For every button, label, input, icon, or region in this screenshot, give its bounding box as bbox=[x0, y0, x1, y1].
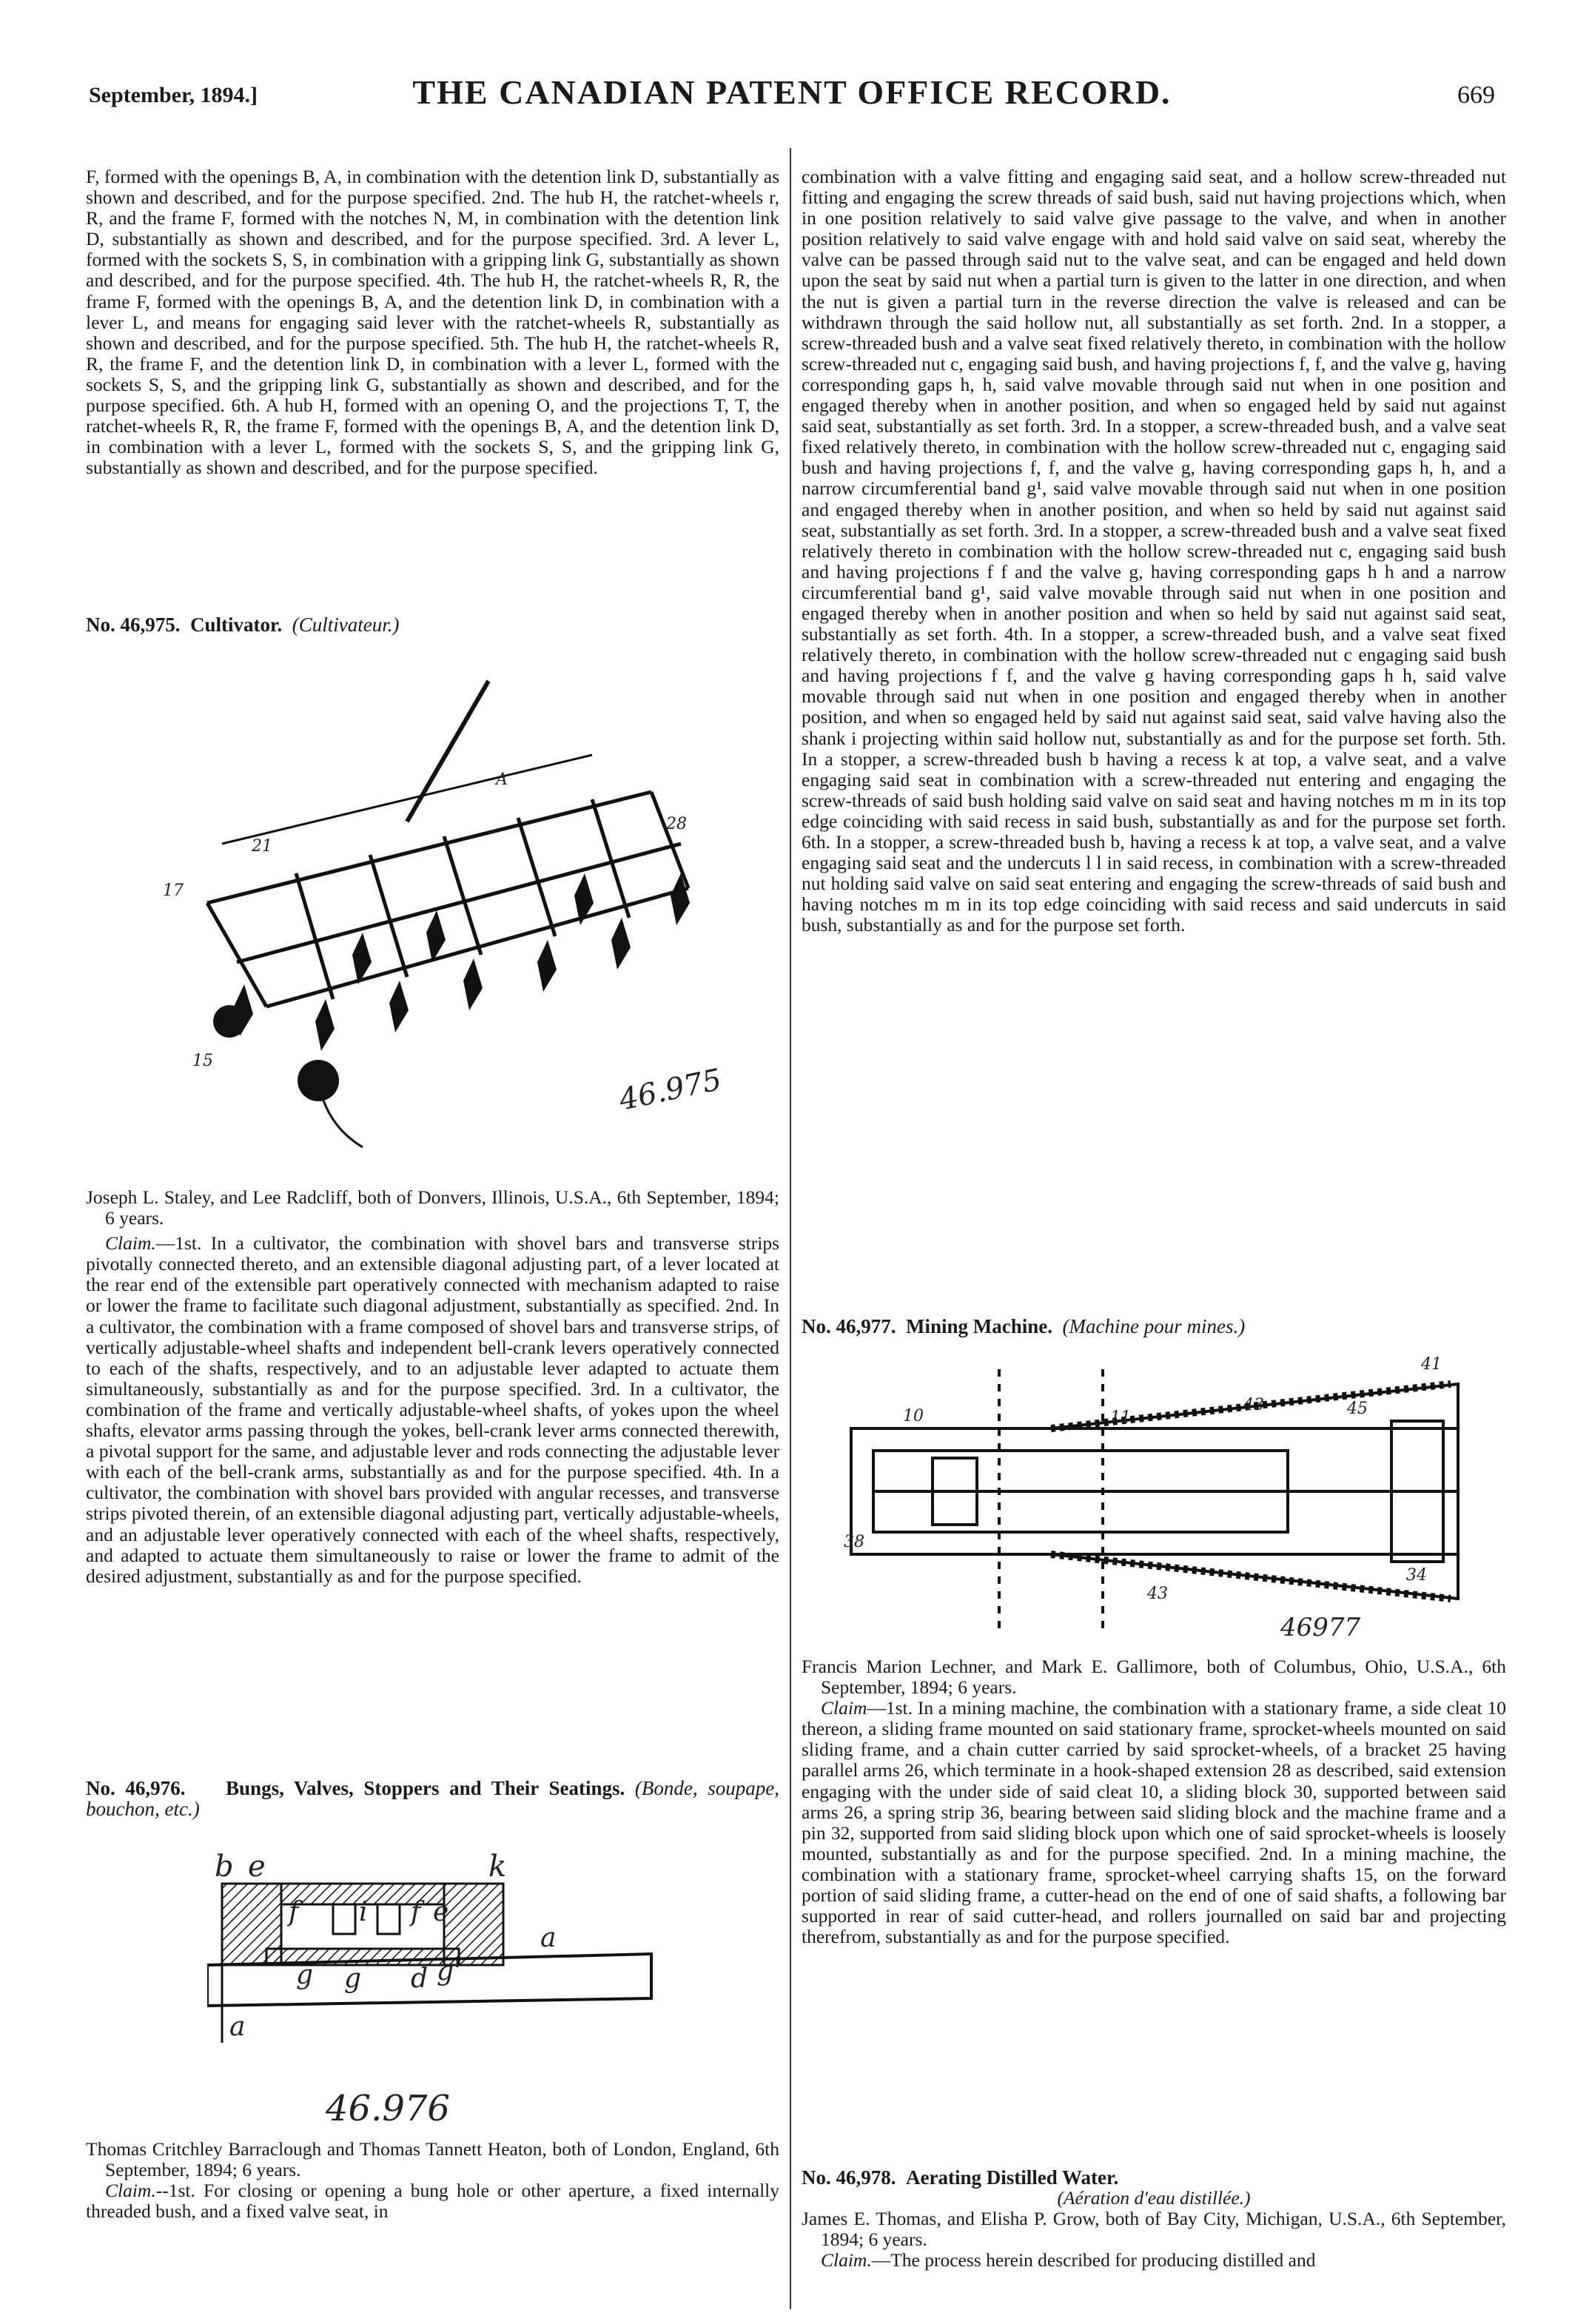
patent-french-title: (Cultivateur.) bbox=[292, 614, 400, 636]
patent-46976-body bbox=[86, 2139, 779, 2222]
patent-inventors: Thomas Critchley Barraclough and Thomas Tannett Heaton, both of London, England, 6th September, 1894; 6 years. bbox=[86, 2138, 779, 2181]
figure-label: g bbox=[344, 1964, 362, 1994]
patent-title: Aerating Distilled Water. bbox=[906, 2166, 1119, 2189]
patent-46975-body bbox=[86, 1187, 779, 1587]
mining-machine-figure bbox=[829, 1354, 1495, 1650]
figure-label: b bbox=[215, 1850, 234, 1884]
patent-46976-heading bbox=[86, 1778, 779, 1819]
journal-title: THE CANADIAN PATENT OFFICE RECORD. bbox=[412, 73, 1172, 111]
figure-label: 11 bbox=[1110, 1408, 1131, 1427]
figure-label: 34 bbox=[1406, 1566, 1427, 1585]
figure-number: 46977 bbox=[1280, 1613, 1361, 1642]
patent-french-title: (Machine pour mines.) bbox=[1062, 1315, 1246, 1337]
figure-label: 10 bbox=[903, 1407, 924, 1425]
patent-inventors: Joseph L. Staley, and Lee Radcliff, both of Donvers, Illinois, U.S.A., 6th September, 1894; 6 years. bbox=[86, 1186, 779, 1229]
figure-label: d bbox=[411, 1964, 429, 1994]
figure-label: f bbox=[411, 1897, 421, 1927]
patent-inventors: James E. Thomas, and Elisha P. Grow, both of Bay City, Michigan, U.S.A., 6th September, 1894; 6 years. bbox=[802, 2208, 1506, 2251]
left-intro-text bbox=[86, 167, 779, 478]
page-number: 669 bbox=[1457, 81, 1495, 109]
patent-title: Bungs, Valves, Stoppers and Their Seatings. bbox=[226, 1777, 625, 1799]
figure-label: 28 bbox=[666, 815, 687, 833]
patent-french-title: (Aération d'eau distillée.) bbox=[1057, 2187, 1251, 2209]
patent-number: No. 46,975. bbox=[86, 614, 181, 636]
patent-inventors: Francis Marion Lechner, and Mark E. Gallimore, both of Columbus, Ohio, U.S.A., 6th September, 1894; 6 years. bbox=[802, 1656, 1506, 1699]
figure-label: 43 bbox=[1147, 1585, 1168, 1603]
claim-text: —1st. In a mining machine, the combination with a stationary frame, a side cleat 10 thereon, a sliding frame mounted on said stationary frame, sprocket-wheels mounted on said sliding frame, and a chain cutter carried by said sprocket-wheels, of a bracket 25 having parallel arms 26, which terminate in a hook-shaped extension 28 as described, said extension engaging with the under side of said cleat 10, a sliding block 30, supported between said arms 26, a spring strip 36, bearing between said sliding block and the machine frame and a pin 32, supported from said sliding block upon which one of said sprocket-wheels is loosely mounted, substantially as and for the purpose specified. 2nd. In a mining machine, the combination with a stationary frame, sprocket-wheel carrying shafts 15, on the forward portion of said sliding frame, a cutter-head on the end of one of said shafts, a following bar supported in rear of said cutter-head, and rollers journalled on said bar and projecting therefrom, substantially as and for the purpose specified. bbox=[802, 1697, 1506, 1948]
patent-46977-body bbox=[802, 1656, 1506, 1947]
claim-label: Claim bbox=[821, 1697, 867, 1719]
figure-label: e bbox=[433, 1897, 449, 1927]
bung-figure-number bbox=[318, 2080, 525, 2139]
running-header bbox=[89, 73, 1495, 124]
figure-label: 41 bbox=[1421, 1355, 1442, 1374]
claim-label: Claim. bbox=[821, 2249, 872, 2271]
right-continued-claims bbox=[802, 167, 1506, 936]
figure-label: g' bbox=[437, 1956, 461, 1987]
figure-label: 21 bbox=[252, 837, 272, 856]
patent-number: No. 46,976. bbox=[86, 1777, 186, 1799]
patent-number: No. 46,977. bbox=[802, 1315, 896, 1337]
claim-text: —The process herein described for producing distilled and bbox=[871, 2249, 1316, 2271]
patent-title: Cultivator. bbox=[190, 614, 283, 636]
patent-46975-heading bbox=[86, 614, 779, 635]
patent-46978 bbox=[802, 2167, 1506, 2271]
figure-label: i bbox=[359, 1897, 368, 1927]
wheel-icon bbox=[213, 1005, 246, 1038]
figure-label: a bbox=[229, 2012, 246, 2042]
claim-text: --1st. For closing or opening a bung hole or other aperture, a fixed internally threaded bush, and a fixed valve seat, in bbox=[86, 2180, 779, 2223]
header-date: September, 1894.] bbox=[89, 83, 258, 107]
figure-label: g bbox=[296, 1960, 314, 1990]
continued-claim-text: combination with a valve fitting and engaging said seat, and a hollow screw-threaded nut fitting and engaging the screw threads of said bush, said nut having projections which, when in one position relatively to said valve give passage to the valve, and when in another position relatively to said valve engage with and hold said valve on said seat, whereby the valve can be passed through said nut to the valve seat, and can be engaged and held down upon the seat by said nut when a partial turn is given to the latter in one direction, and when the nut is given a partial turn in the reverse direction the valve is released and can be withdrawn through the said hollow nut, all substantially as set forth. 2nd. In a stopper, a screw-threaded bush and a valve seat fixed relatively thereto, in combination with the hollow screw-threaded nut c, engaging said bush, and having projections f, f, and the valve g, having corresponding gaps h, h, said valve movable through said nut when in one position and engaged thereby when in another position, and when so engaged held by said nut against said seat, substantially as set forth. 3rd. In a stopper, a screw-threaded bush, and a valve seat fixed relatively thereto, in combination with the hollow screw-threaded nut c, engaging said bush and having projections f, f, and the valve g, having corresponding gaps h, h, and a narrow circumferential band g¹, said valve movable through said nut when in one position and engaged thereby when in another position, and when so held by said nut against said seat, substantially as set forth. 3rd. In a stopper, a screw-threaded bush and a valve seat fixed relatively thereto in combination with the hollow screw-threaded nut c, engaging said bush and having projections f f and the valve g, having corresponding gaps h h and a narrow circumferential band g¹, said valve movable through said nut when in one position and engaged thereby when in another position and when so held by said nut against said seat, substantially as set forth. 4th. In a stopper, a screw-threaded bush, and a valve seat fixed relatively thereto, in combination with the hollow screw-threaded nut c engaging said bush and having projections f f, and the valve g having corresponding gaps h h, said valve movable through said nut when in one position and engaged thereby when in another position, and when so engaged held by said nut against said seat, said valve having also the shank i projecting within said hollow nut, substantially as and for the purpose set forth. 5th. In a stopper, a screw-threaded bush b having a recess k at top, a valve seat, and a valve engaging said seat in combination with a screw-threaded nut entering and engaging the screw-threads of said bush holding said valve on said seat and having notches m m in its top edge coinciding with said recess in said bush, substantially as and for the purpose set forth. 6th. In a stopper, a screw-threaded bush b, having a recess k at top, a valve seat, and a valve engaging said seat and the undercuts l l in said recess, in combination with a screw-threaded nut holding said valve on said seat entering and engaging the screw-threads of said bush and having notches m m in its top edge coinciding with said recess and said undercuts in said bush, substantially as and for the purpose set forth. bbox=[802, 166, 1506, 936]
figure-label: 15 bbox=[192, 1052, 213, 1070]
figure-label: 45 bbox=[1347, 1400, 1368, 1418]
continued-claim-text: F, formed with the openings B, A, in combination with the detention link D, substantially as shown and described, and for the purpose specified. 2nd. The hub H, the ratchet-wheels r, R, and the frame F, formed with the notches N, M, in combination with the detention link D, substantially as shown and described, and for the purpose specified. 3rd. A lever L, formed with the sockets S, S, in combination with a gripping link G, substantially as shown and described, and for the purpose specified. 4th. The hub H, the ratchet-wheels R, R, the frame F, formed with the openings B, A, and the detention link D, in combination with a lever L, and means for engaging said lever with the ratchet-wheels R, substantially as shown and described, and for the purpose specified. 5th. The hub H, the ratchet-wheels R, R, the frame F, and the detention link D, in combination with a lever L, formed with the sockets S, S, and the gripping link G, substantially as shown and described, and for the purpose specified. 6th. A hub H, formed with an opening O, and the projections T, T, the ratchet-wheels R, R, the frame F, formed with the openings B, A, and the detention link D, in combination with a lever L, formed with the sockets S, S, and the gripping link G, substantially as shown and described, and for the purpose specified. bbox=[86, 166, 779, 479]
patent-number: No. 46,978. bbox=[802, 2166, 896, 2189]
figure-label: e bbox=[248, 1850, 266, 1884]
claim-text: —1st. In a cultivator, the combination with shovel bars and transverse strips pivotally connected thereto, and an extensible diagonal adjusting part, of a lever located at the rear end of the extensible part operatively connected with mechanism adapted to raise or lower the frame to facilitate such diagonal adjustment, substantially as specified. 2nd. In a cultivator, the combination with a frame composed of shovel bars and transverse strips, of vertically adjustable-wheel shafts and independent bell-crank levers operatively connected to each of the shafts, respectively, and to an adjustable lever adapted to actuate them simultaneously, substantially as and for the purpose specified. 3rd. In a cultivator, the combination of the frame and vertically adjustable-wheel shafts, of yokes upon the wheel shafts, elevator arms passing through the yokes, bell-crank lever arms connected therewith, a pivotal support for the same, and adjustable lever and rods connecting the adjustable lever with each of the bell-crank arms, substantially as and for the purpose specified. 4th. In a cultivator, the combination with shovel bars provided with angular recesses, and transverse strips pivoted therein, of an extensible diagonal adjusting part, vertically adjustable-wheels, and an adjustable lever operatively connected with each of the wheel shafts, respectively, and adapted to actuate them simultaneously to raise or lower the frame to admit of the desired adjustment, substantially as and for the purpose specified. bbox=[86, 1232, 779, 1587]
figure-label: 43 bbox=[1243, 1396, 1264, 1414]
figure-label: k bbox=[488, 1850, 507, 1884]
claim-label: Claim. bbox=[105, 2180, 156, 2202]
figure-label: A bbox=[496, 770, 508, 789]
claim-label: Claim. bbox=[105, 1232, 156, 1255]
patent-french-title: (Bonde, soupape, bouchon, etc.) bbox=[86, 1777, 779, 1821]
patent-46977-heading bbox=[802, 1316, 1506, 1337]
column-divider bbox=[790, 148, 791, 2309]
figure-label: 17 bbox=[163, 881, 184, 900]
cultivator-figure bbox=[148, 651, 740, 1169]
figure-number: 46.976 bbox=[326, 2088, 450, 2129]
figure-number: 46.975 bbox=[616, 1062, 725, 1118]
figure-label: f bbox=[289, 1897, 299, 1927]
patent-title: Mining Machine. bbox=[906, 1315, 1053, 1337]
bung-figure bbox=[207, 1850, 666, 2072]
figure-label: 38 bbox=[844, 1533, 864, 1551]
figure-label: a bbox=[540, 1923, 557, 1953]
